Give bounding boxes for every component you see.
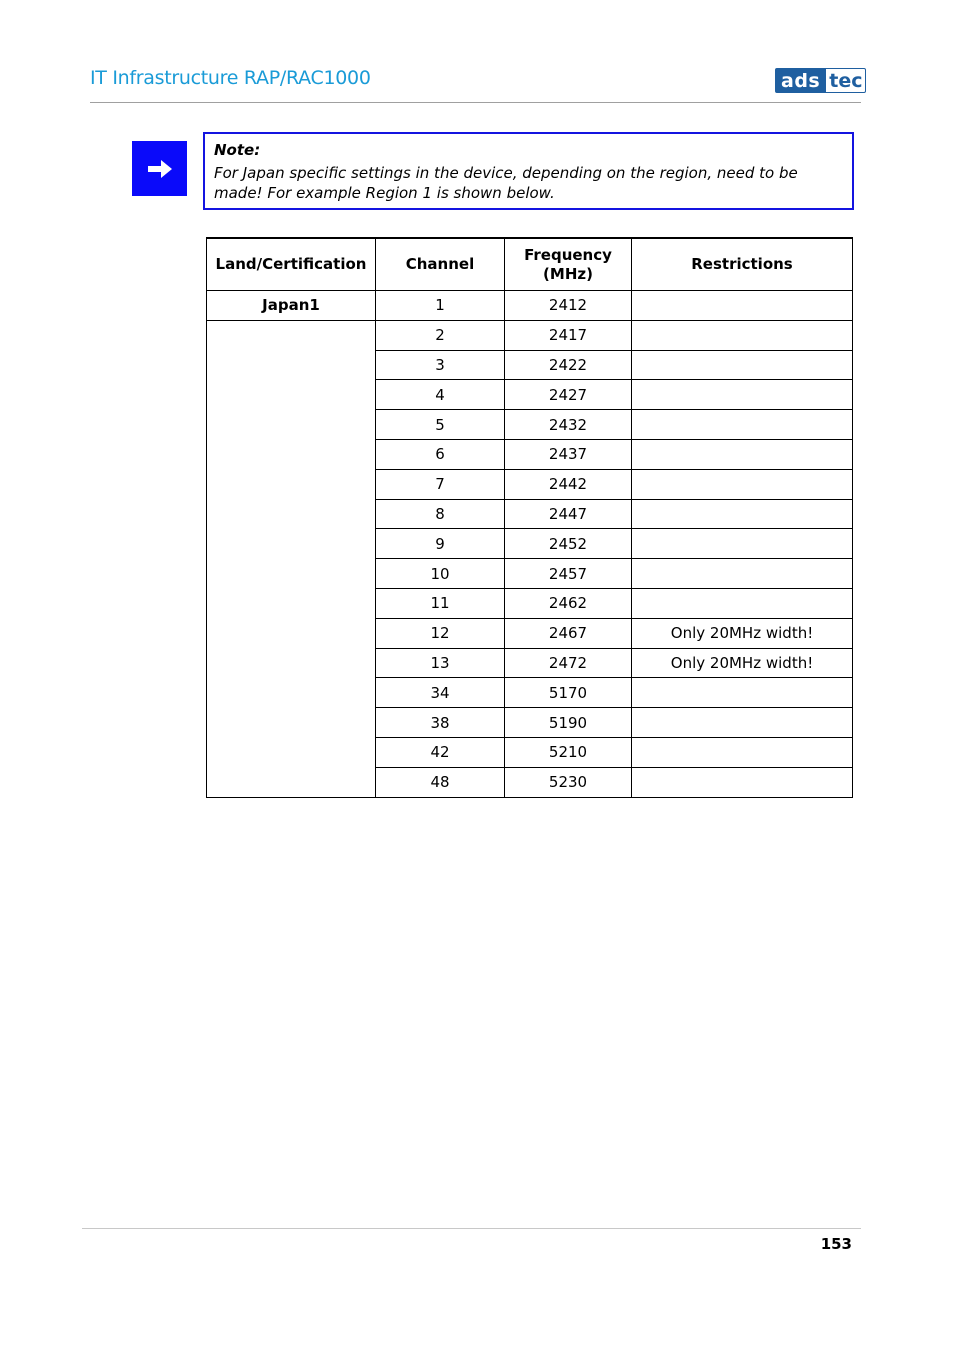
restriction-cell: Only 20MHz width! xyxy=(632,618,853,648)
frequency-cell: 2422 xyxy=(505,350,632,380)
channel-cell: 48 xyxy=(376,767,505,797)
restriction-cell xyxy=(632,529,853,559)
frequency-cell: 2432 xyxy=(505,410,632,440)
restriction-cell xyxy=(632,350,853,380)
frequency-cell: 5170 xyxy=(505,678,632,708)
frequency-cell: 2427 xyxy=(505,380,632,410)
restriction-cell xyxy=(632,320,853,350)
note-arrow-box xyxy=(132,141,187,196)
frequency-cell: 2462 xyxy=(505,588,632,618)
table-row xyxy=(207,291,853,321)
restriction-cell xyxy=(632,380,853,410)
table-row xyxy=(207,320,853,350)
note-title: Note: xyxy=(214,141,261,159)
frequency-cell: 5190 xyxy=(505,708,632,738)
channel-cell: 8 xyxy=(376,499,505,529)
table-header-row xyxy=(207,238,853,291)
frequency-cell: 5230 xyxy=(505,767,632,797)
channel-cell: 4 xyxy=(376,380,505,410)
note-box xyxy=(203,132,854,210)
frequency-cell: 5210 xyxy=(505,737,632,767)
restriction-cell xyxy=(632,499,853,529)
channel-frequency-table xyxy=(206,237,853,798)
channel-cell: 1 xyxy=(376,291,505,321)
channel-cell: 13 xyxy=(376,648,505,678)
column-header-frequency: Frequency (MHz) xyxy=(505,238,632,291)
frequency-cell: 2472 xyxy=(505,648,632,678)
channel-cell: 42 xyxy=(376,737,505,767)
channel-cell: 9 xyxy=(376,529,505,559)
column-header-channel: Channel xyxy=(376,238,505,291)
ads-tec-logo xyxy=(775,68,863,93)
restriction-cell xyxy=(632,291,853,321)
page-number: 153 xyxy=(820,1235,852,1253)
channel-cell: 10 xyxy=(376,559,505,589)
logo-part-tec: tec xyxy=(825,68,866,93)
frequency-cell: 2452 xyxy=(505,529,632,559)
frequency-cell: 2442 xyxy=(505,469,632,499)
page-header-title: IT Infrastructure RAP/RAC1000 xyxy=(90,67,371,89)
column-header-restrictions: Restrictions xyxy=(632,238,853,291)
channel-cell: 3 xyxy=(376,350,505,380)
restriction-cell xyxy=(632,410,853,440)
channel-cell: 5 xyxy=(376,410,505,440)
column-header-land: Land/Certification xyxy=(207,238,376,291)
footer-divider xyxy=(82,1228,861,1229)
frequency-cell: 2417 xyxy=(505,320,632,350)
restriction-cell: Only 20MHz width! xyxy=(632,648,853,678)
channel-cell: 34 xyxy=(376,678,505,708)
note-text: For Japan specific settings in the device, depending on the region, need to be made! For example Region 1 is shown below. xyxy=(214,164,798,202)
channel-cell: 38 xyxy=(376,708,505,738)
channel-cell: 6 xyxy=(376,439,505,469)
restriction-cell xyxy=(632,469,853,499)
right-arrow-icon xyxy=(146,157,174,181)
restriction-cell xyxy=(632,588,853,618)
channel-cell: 12 xyxy=(376,618,505,648)
restriction-cell xyxy=(632,767,853,797)
channel-cell: 7 xyxy=(376,469,505,499)
frequency-cell: 2437 xyxy=(505,439,632,469)
land-cell-merged xyxy=(207,320,376,797)
land-cell: Japan1 xyxy=(207,291,376,321)
frequency-cell: 2467 xyxy=(505,618,632,648)
frequency-cell: 2412 xyxy=(505,291,632,321)
frequency-cell: 2457 xyxy=(505,559,632,589)
table-body xyxy=(207,291,853,798)
channel-cell: 2 xyxy=(376,320,505,350)
restriction-cell xyxy=(632,678,853,708)
frequency-cell: 2447 xyxy=(505,499,632,529)
restriction-cell xyxy=(632,559,853,589)
logo-part-ads: ads xyxy=(775,68,825,93)
header-divider xyxy=(90,102,861,103)
restriction-cell xyxy=(632,737,853,767)
restriction-cell xyxy=(632,439,853,469)
channel-cell: 11 xyxy=(376,588,505,618)
restriction-cell xyxy=(632,708,853,738)
